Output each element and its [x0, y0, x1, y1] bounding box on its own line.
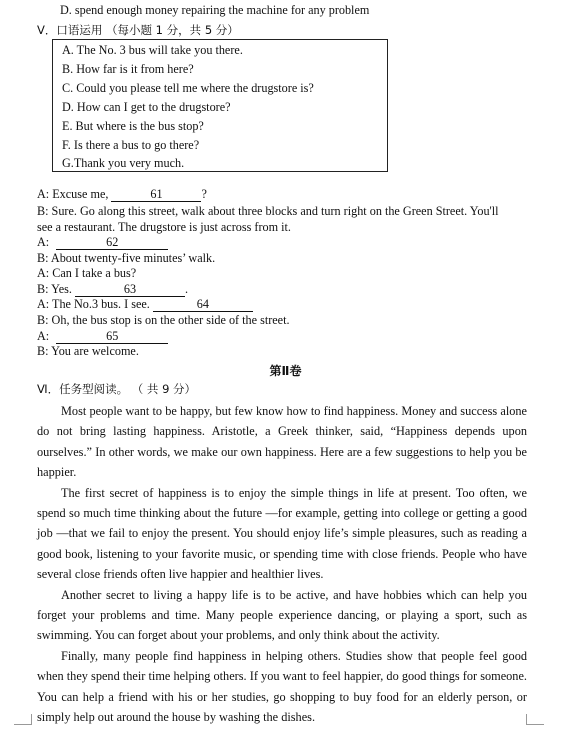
- dialogue-line-5: B: About twenty-five minutes’ walk.: [37, 251, 216, 265]
- dialogue-line-2: B: Sure. Go along this street, walk about three blocks and turn right on the Green Street. You'll: [37, 204, 499, 218]
- option-b: B. How far is it from here?: [62, 62, 194, 76]
- speaker-b-text: B: Yes.: [37, 282, 72, 296]
- speaker-a-text: A:: [37, 235, 50, 249]
- blank-65: 65: [56, 330, 168, 344]
- passage-paragraph-4: Finally, many people find happiness in helping others. Studies show that people feel good when they spend their time helping others. If you want to feel happier, do good things for someone. You can help a friend with his or her studies, go shopping to buy food for an elderly person, or simply help out around the house by washing the dishes.: [37, 648, 527, 725]
- part-two-title: 第Ⅱ卷: [269, 364, 302, 378]
- dialogue-line-3: see a restaurant. The drugstore is just across from it.: [37, 220, 291, 234]
- option-g: G.Thank you very much.: [62, 156, 185, 170]
- page-corner-mark-left: [14, 724, 32, 725]
- dialogue-line-1: [37, 187, 207, 202]
- dialogue-line-9: B: Oh, the bus stop is on the other side of the street.: [37, 313, 290, 327]
- dialogue-line-8: [37, 297, 253, 312]
- options-box: [52, 39, 388, 172]
- option-c: C. Could you please tell me where the drugstore is?: [62, 81, 314, 95]
- punctuation: ?: [201, 187, 207, 201]
- option-f: F. Is there a bus to go there?: [62, 138, 200, 152]
- speaker-a-text: A: Excuse me,: [37, 187, 109, 201]
- page-corner-mark-left-vertical: [31, 714, 32, 725]
- passage-paragraph-2: The first secret of happiness is to enjoy the simple things in life at present. Too often, we spend so much time thinking about the future —for example, getting into college or getting a good job —that we fail to enjoy the present. You should enjoy life’s simple pleasures, such as reading a good book, listening to your favorite music, or spending time with close friends. People who have several close friends often live happier and healthier lives.: [37, 485, 527, 582]
- section-six-heading: [37, 381, 196, 397]
- section-five-heading: [37, 22, 239, 38]
- blank-64: 64: [153, 298, 253, 312]
- option-d: D. How can I get to the drugstore?: [62, 100, 231, 114]
- blank-61: 61: [111, 188, 201, 202]
- section-five-title: V．口语运用: [37, 23, 103, 37]
- blank-63: 63: [75, 283, 185, 297]
- previous-question-option-d: D. spend enough money repairing the machine for any problem: [60, 3, 370, 17]
- section-six-title: Ⅵ．任务型阅读。: [37, 382, 129, 396]
- section-six-points: （ 共 9 分）: [131, 382, 197, 396]
- dialogue-line-6: A: Can I take a bus?: [37, 266, 137, 280]
- section-five-points: （每小题 1 分，共 5 分）: [106, 23, 239, 37]
- speaker-a-text: A: The No.3 bus. I see.: [37, 297, 150, 311]
- punctuation: .: [184, 282, 188, 296]
- speaker-a-text: A:: [37, 329, 50, 343]
- option-a: A. The No. 3 bus will take you there.: [62, 43, 243, 57]
- reading-passage: [37, 401, 527, 728]
- dialogue-line-4: [37, 235, 168, 250]
- passage-paragraph-3: Another secret to living a happy life is to be active, and have hobbies which can help you forget your problems and time. Many people experience dancing, or playing a sport, such as swimming. You can forget about your problems, and only think about the activity.: [37, 587, 527, 643]
- dialogue-line-7: [37, 282, 188, 297]
- blank-62: 62: [56, 236, 168, 250]
- dialogue-line-11: B: You are welcome.: [37, 344, 139, 358]
- option-e: E. But where is the bus stop?: [62, 119, 204, 133]
- page-corner-mark-right-vertical: [526, 714, 527, 725]
- page-corner-mark-right: [526, 724, 544, 725]
- dialogue-line-10: [37, 329, 168, 344]
- passage-paragraph-1: Most people want to be happy, but few know how to find happiness. Money and success alone do not bring lasting happiness. Aristotle, a Greek thinker, said, “Happiness depends upon ourselves.” In other words, we make our own happiness. Here are a few suggestions to help you be happier.: [37, 404, 527, 480]
